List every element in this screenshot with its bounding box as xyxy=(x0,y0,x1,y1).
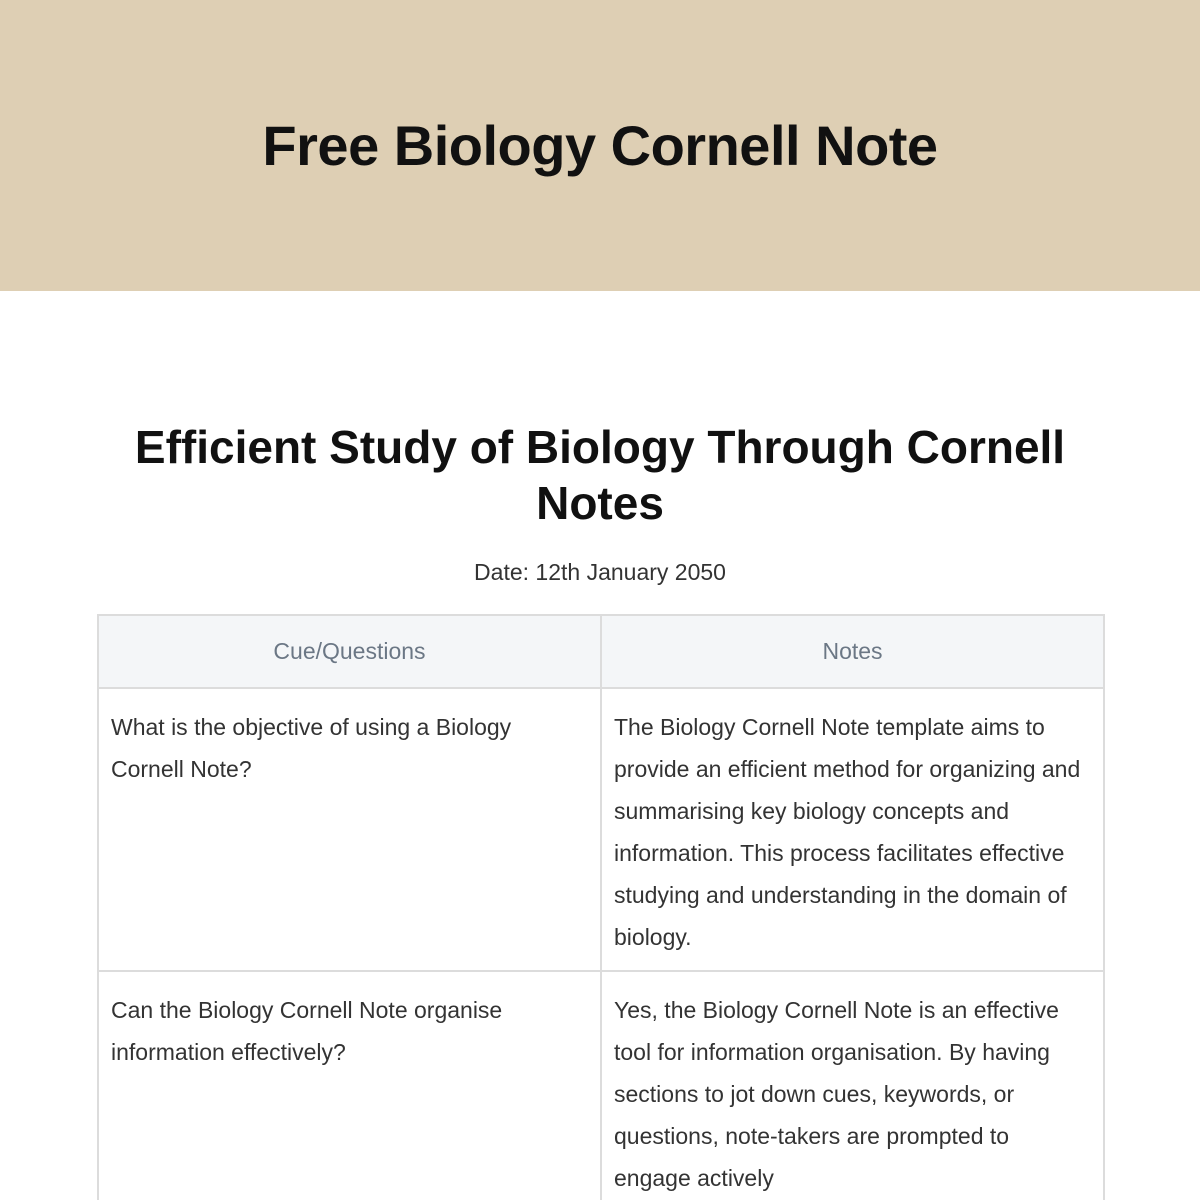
table-row xyxy=(98,971,1104,1200)
banner xyxy=(0,0,1200,291)
document-page xyxy=(0,291,1200,1200)
header-cue-questions: Cue/Questions xyxy=(98,615,601,688)
cornell-table xyxy=(97,614,1105,1200)
document-title: Efficient Study of Biology Through Cornell Notes xyxy=(134,421,1066,529)
notes-cell: Yes, the Biology Cornell Note is an effective tool for information organisation. By having sections to jot down cues, keywords, or questions, note-takers are prompted to engage actively xyxy=(601,971,1104,1200)
header-notes: Notes xyxy=(601,615,1104,688)
cue-cell: What is the objective of using a Biology Cornell Note? xyxy=(98,688,601,971)
banner-title: Free Biology Cornell Note xyxy=(262,114,938,177)
document-date: Date: 12th January 2050 xyxy=(474,559,726,585)
table-row xyxy=(98,688,1104,971)
table-header-row xyxy=(98,615,1104,688)
notes-cell: The Biology Cornell Note template aims to provide an efficient method for organizing and summarising key biology concepts and information. This process facilitates effective studying and understanding in the domain of biology. xyxy=(601,688,1104,971)
cue-cell: Can the Biology Cornell Note organise information effectively? xyxy=(98,971,601,1200)
